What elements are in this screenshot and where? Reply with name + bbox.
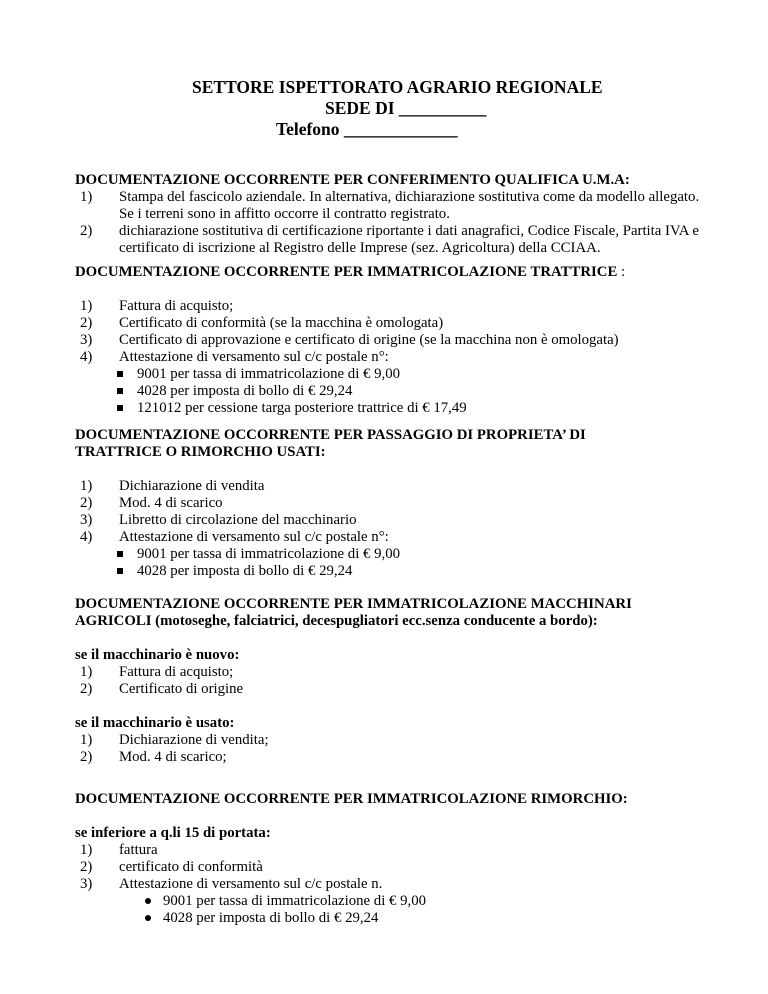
list-item: 1) Fattura di acquisto; xyxy=(80,664,234,680)
numbered-list xyxy=(80,298,705,366)
list-item: 9001 per tassa di immatricolazione di € 9,00 xyxy=(75,546,705,563)
header-office: SETTORE ISPETTORATO AGRARIO REGIONALE xyxy=(192,77,603,97)
square-bullet-icon xyxy=(117,405,123,411)
section-title: DOCUMENTAZIONE OCCORRENTE PER CONFERIMENTO QUALIFICA U.M.A: xyxy=(75,172,630,188)
section-title: DOCUMENTAZIONE OCCORRENTE PER IMMATRICOLAZIONE MACCHINARI AGRICOLI (motoseghe, falciatrici, decespugliatori ecc.senza conducente a bordo): xyxy=(75,596,632,629)
numbered-list xyxy=(80,478,705,546)
bullet-list xyxy=(75,546,705,580)
list-item: 2) Certificato di conformità (se la macchina è omologata) xyxy=(80,315,444,331)
subsection-label: se il macchinario è usato: xyxy=(75,715,235,731)
square-bullet-icon xyxy=(117,568,123,574)
list-item: 4028 per imposta di bollo di € 29,24 xyxy=(75,910,705,927)
round-bullet-icon xyxy=(145,898,151,904)
header-phone: Telefono _____________ xyxy=(276,119,458,139)
section-title: DOCUMENTAZIONE OCCORRENTE PER IMMATRICOLAZIONE RIMORCHIO: xyxy=(75,791,628,807)
numbered-list xyxy=(80,664,705,698)
list-item: 1) Dichiarazione di vendita; xyxy=(80,732,269,748)
list-item: 3) Libretto di circolazione del macchinario xyxy=(80,512,357,528)
list-item: 121012 per cessione targa posteriore trattrice di € 17,49 xyxy=(75,400,705,417)
square-bullet-icon xyxy=(117,371,123,377)
section-title: DOCUMENTAZIONE OCCORRENTE PER PASSAGGIO DI PROPRIETA’ DI TRATTRICE O RIMORCHIO USATI: xyxy=(75,427,586,460)
round-bullet-icon xyxy=(145,915,151,921)
list-item: 4028 per imposta di bollo di € 29,24 xyxy=(75,563,705,580)
list-item: 2) Mod. 4 di scarico xyxy=(80,495,223,511)
section-title: DOCUMENTAZIONE OCCORRENTE PER IMMATRICOLAZIONE TRATTRICE : xyxy=(75,264,626,280)
subsection-label: se inferiore a q.li 15 di portata: xyxy=(75,825,271,841)
list-item: 1) fattura xyxy=(80,842,158,858)
section-rimorchio xyxy=(75,791,705,927)
section-passaggio xyxy=(75,427,705,580)
header-seat: SEDE DI __________ xyxy=(325,98,487,118)
list-item: 3) Certificato di approvazione e certificato di origine (se la macchina non è omologata) xyxy=(80,332,619,348)
list-item: 2) Mod. 4 di scarico; xyxy=(80,749,227,765)
list-item: 2) certificato di conformità xyxy=(80,859,263,875)
square-bullet-icon xyxy=(117,388,123,394)
list-item: 4) Attestazione di versamento sul c/c postale n°: xyxy=(80,349,389,365)
subsection-label: se il macchinario è nuovo: xyxy=(75,647,240,663)
list-item: 3) Attestazione di versamento sul c/c postale n. xyxy=(80,876,383,892)
list-item: 1) Fattura di acquisto; xyxy=(80,298,234,314)
bullet-list xyxy=(75,366,705,417)
numbered-list xyxy=(80,732,705,766)
section-uma xyxy=(75,172,705,257)
list-item: 1) Stampa del fascicolo aziendale. In alternativa, dichiarazione sostitutiva come da modello allegato. Se i terreni sono in affitto occorre il contratto registrato. xyxy=(80,189,700,222)
section-macchinari xyxy=(75,596,705,766)
list-item: 4028 per imposta di bollo di € 29,24 xyxy=(75,383,705,400)
numbered-list xyxy=(80,842,705,893)
list-item: 2) Certificato di origine xyxy=(80,681,244,697)
list-item: 2) dichiarazione sostitutiva di certificazione riportante i dati anagrafici, Codice Fiscale, Partita IVA e certificato di iscrizione al Registro delle Imprese (sez. Agricoltura) della CCIAA. xyxy=(80,223,699,256)
list-item: 4) Attestazione di versamento sul c/c postale n°: xyxy=(80,529,389,545)
list-item: 9001 per tassa di immatricolazione di € 9,00 xyxy=(75,893,705,910)
list-item: 1) Dichiarazione di vendita xyxy=(80,478,265,494)
list-item: 9001 per tassa di immatricolazione di € 9,00 xyxy=(75,366,705,383)
square-bullet-icon xyxy=(117,551,123,557)
numbered-list xyxy=(80,189,705,257)
bullet-list xyxy=(75,893,705,927)
section-trattrice xyxy=(75,264,705,417)
